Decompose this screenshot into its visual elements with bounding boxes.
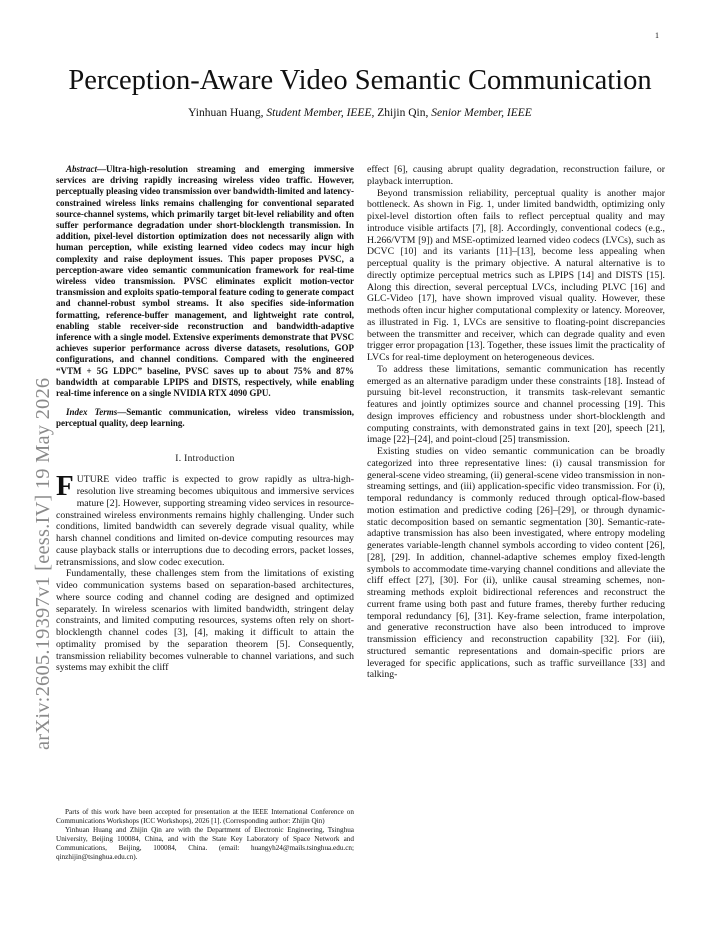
index-terms-label: Index Terms — [66, 407, 118, 418]
drop-cap: F — [56, 470, 74, 503]
intro-paragraph-2: Fundamentally, these challenges stem from the limitations of existing video communication systems based on separation-based architectures, where source coding and channel coding are designed and optimized separately. In wireless scenarios with limited bandwidth, stringent delay constraints, and limited computing resources, systems often rely on short-blocklength channel codes [3], [4], making it difficult to attain the optimality promised by the separation theorem [5]. Consequently, transmission reliability becomes vulnerable to channel variations, and such systems may exhibit the cliff — [56, 568, 354, 674]
author-name-2: Zhijin Qin, — [377, 107, 429, 119]
footnote-2: Yinhuan Huang and Zhijin Qin are with the Department of Electronic Engineering, Tsinghua University, Beijing 100084, China, and with the State Key Laboratory of Space Network and Communications, Beijing, 100084, China. (email: huangyh24@mails.tsinghua.edu.cn; qinzhijin@tsinghua.edu.cn). — [56, 826, 354, 861]
arxiv-identifier-stamp: arXiv:2605.19397v1 [eess.IV] 19 May 2026 — [32, 377, 54, 750]
right-paragraph-1: Beyond transmission reliability, perceptual quality is another major bottleneck. As shown in Fig. 1, under limited bandwidth, optimizing only pixel-level distortion often fails to reflect perceptual quality and may introduce visible artifacts [7], [8]. Accordingly, conventional codecs (e.g., H.266/VTM [9]) and MSE-optimized learned video codecs (LVCs), such as DCVC [10] and its variants [11]–[13], become less appealing when perceptual quality is the primary objective. A natural alternative is to directly optimize perceptual metrics such as LPIPS [14] and DISTS [15]. Along this direction, several perceptual LVCs, including PLVC [16] and GLC-Video [17], have shown improved visual quality. However, these methods often incur higher computational complexity or latency. Moreover, as illustrated in Fig. 1, LVCs are sensitive to floating-point discrepancies between the transmitter and receiver, which can degrade quality and even trigger error propagation [13]. Together, these issues limit the practicality of LVCs for real-time deployment on heterogeneous devices. — [367, 187, 665, 363]
abstract-text: —Ultra-high-resolution streaming and emerging immersive services are driving rapidly increasing wireless video traffic. However, perceptually pleasing video transmission over bandwidth-limited and latency-constrained wireless links remains challenging for conventional separated source-channel systems, which primarily target bit-level reliability and often suffer performance degradation under short-blocklength transmission. In addition, pixel-level distortion optimization does not necessarily align with human perception, while existing learned video codecs may incur high complexity and raise deployment issues. This paper proposes PVSC, a perception-aware video semantic communication framework for real-time wireless video transmission. PVSC eliminates explicit motion-vector transmission and exploits spatio-temporal feature coding to generate compact and channel-robust symbol streams. It also specifies side-information formatting, reference-buffer management, and lightweight rate control, enabling stable receiver-side reconstruction and bandwidth-adaptive inference with a single model. Extensive experiments demonstrate that PVSC achieves superior performance across diverse datasets, resolutions, GOP configurations, and channel conditions. Compared with the engineered “VTM + 5G LDPC” baseline, PVSC saves up to about 75% and 87% bandwidth at comparable LPIPS and DISTS, respectively, while enabling real-time inference on a single NVIDIA RTX 4090 GPU. — [56, 164, 354, 399]
author-role-2: Senior Member, IEEE — [431, 107, 532, 119]
abstract — [56, 164, 354, 399]
section-heading-introduction: I. Introduction — [175, 453, 235, 464]
right-paragraph-3: Existing studies on video semantic communication can be broadly categorized into three representative lines: (i) causal transmission for general-scene video streaming, (ii) general-scene video transmission in non-streaming settings, and (iii) application-specific video transmission. For (i), temporal redundancy is commonly reduced through optical-flow-based motion estimation and predictive coding [26]–[29], or through dynamic-static decomposition based on semantic segmentation [30]. Semantic-rate-adaptive transmission has also been investigated, where entropy modeling generates variable-length channel symbols according to video content [26], [28], [29]. In addition, channel-adaptive schemes employ fixed-length symbols to accommodate time-varying channel conditions and alleviate the cliff effect [27], [30]. For (ii), unlike causal streaming schemes, non-streaming methods exploit bidirectional references and reconstruct the current frame using both past and future frames, thereby further reducing temporal redundancy [6], [31]. Key-frame selection, frame interpolation, and generative reconstruction have also been introduced to improve transmission efficiency and reconstruction capability [32]. For (iii), structured semantic representations and domain-specific priors are leveraged for specific applications, such as traffic surveillance [33] and talking- — [367, 446, 665, 681]
right-paragraph-0: effect [6], causing abrupt quality degradation, reconstruction failure, or playback interruption. — [367, 164, 665, 187]
right-paragraph-2: To address these limitations, semantic communication has recently emerged as an alternative paradigm under these constraints [18]. Instead of pursuing bit-level reconstruction, it transmits task-relevant semantic features and jointly optimizes source and channel processing [19]. This design improves efficiency and robustness under short-blocklength and computing constraints, with demonstrated gains in text [20], speech [21], image [22]–[24], and point-cloud [25] transmission. — [367, 363, 665, 446]
index-terms-text: —Semantic communication, wireless video transmission, perceptual quality, deep learning. — [56, 407, 354, 429]
right-column — [367, 164, 665, 681]
left-column — [56, 164, 354, 674]
author-name-1: Yinhuan Huang, — [188, 107, 264, 119]
footnotes — [56, 808, 354, 862]
footnote-1: Parts of this work have been accepted for presentation at the IEEE International Conference on Communications Workshops (ICC Workshops), 2026 [1]. (Corresponding author: Zhijin Qin) — [56, 808, 354, 825]
intro-paragraph-1 — [56, 470, 354, 568]
intro-paragraph-1-text: UTURE video traffic is expected to grow rapidly as ultra-high-resolution live streaming becomes ubiquitous and immersive services mature [2]. However, supporting streaming video services in resource-constrained wireless environments remains highly challenging. Under such conditions, limited bandwidth can severely degrade visual quality, while harsh channel conditions and limited on-device computing resources may cause playback stalls or interruptions due to decoding errors, packet losses, retransmissions, and slow codec execution. — [56, 474, 354, 568]
author-line — [0, 107, 720, 119]
index-terms — [56, 407, 354, 429]
author-role-1: Student Member, IEEE, — [266, 107, 375, 119]
abstract-label: Abstract — [66, 164, 98, 174]
paper-title: Perception-Aware Video Semantic Communication — [68, 65, 652, 96]
page-number: 1 — [655, 31, 659, 40]
